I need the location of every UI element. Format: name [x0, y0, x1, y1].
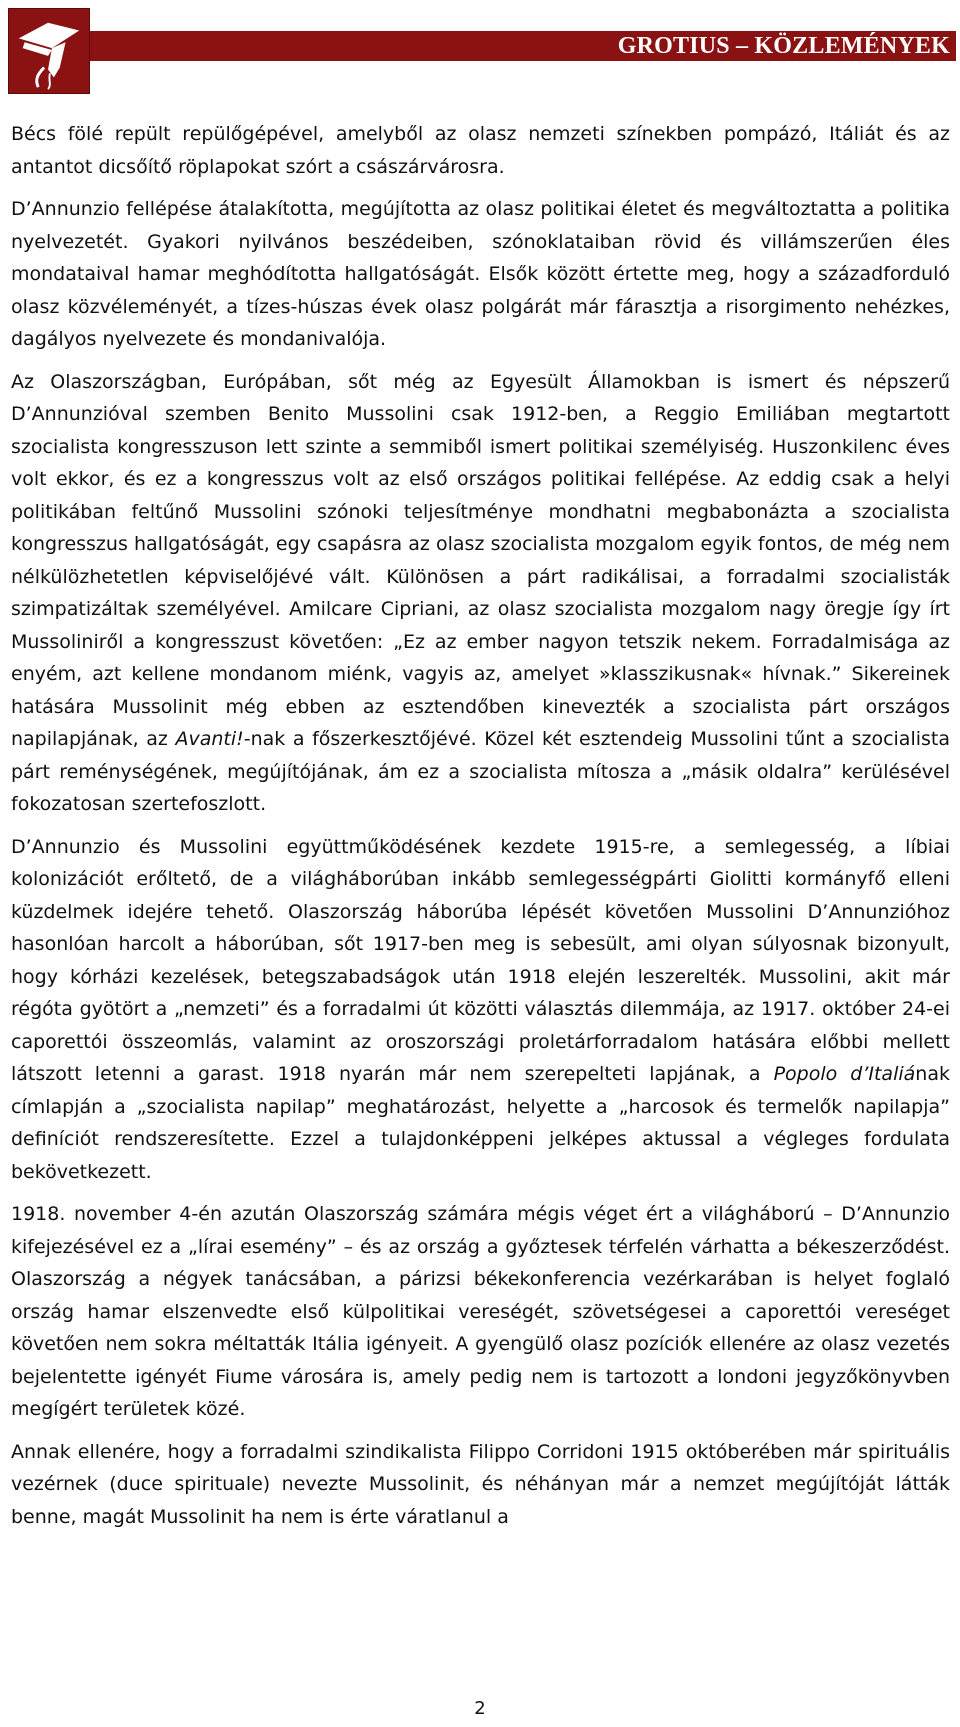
avanti-title: Avanti!: [175, 728, 244, 750]
paragraph-4-part-2: nak címlapján a „szocialista napilap” meghatározást, helyette a „harcosok és termelők napilapja” definíciót rendszeresítette. Ezzel a tulajdonképpeni jelképes aktussal a végleges fordulata bekövetkezett.: [11, 1063, 950, 1183]
paragraph-6: Annak ellenére, hogy a forradalmi szindikalista Filippo Corridoni 1915 októberében már spirituális vezérnek (duce spirituale) nevezte Mussolinit, és néhányan már a nemzet megújítóját látták benne, magát Mussolinit ha nem is érte váratlanul a: [11, 1440, 950, 1528]
article-body: [11, 118, 950, 1543]
logo-graphic: [9, 9, 89, 93]
paragraph-4-part-1: D’Annunzio és Mussolini együttműködésének kezdete 1915-re, a semlegesség, a líbiai kolonizációt erőltető, de a világháborúban inkább semlegességpárti Giolitti kormányfő elleni küzdelmek idejére tehető. Olaszország háborúba lépését követően Mussolini D’Annunzióhoz hasonlóan harcolt a háborúban, sőt 1917-ben meg is sebesült, ami olyan súlyosnak bizonyult, hogy kórházi kezelések, betegszabadságok után 1918 elején leszerelték. Mussolini, akit már régóta gyötört a „nemzeti” és a forradalmi út közötti választás dilemmája, az 1917. október 24-ei caporettói összeomlás, valamint az oroszországi proletárforradalom hatására előbbi mellett látszott letenni a garast. 1918 nyarán már nem szerepelteti lapjának, a: [11, 835, 950, 1085]
page-number: 2: [474, 1698, 486, 1719]
paragraph-3: [11, 366, 950, 821]
paragraph-4: [11, 831, 950, 1189]
paragraph-3-part-2: -nak a főszerkesztőjévé. Közel két esztendeig Mussolini tűnt a szocialista párt reménységének, megújítójának, ám ez a szocialista mítosza a „másik oldalra” kerülésével fokozatosan szertefoszlott.: [11, 728, 950, 815]
popolo-title: Popolo d’Italiá: [773, 1063, 916, 1085]
grotius-logo-icon: [8, 8, 90, 94]
paragraph-2: D’Annunzio fellépése átalakította, megújította az olasz politikai életet és megváltoztatta a politika nyelvezetét. Gyakori nyilvános beszédeiben, szónoklataiban rövid és villámszerűen éles mondataival hamar meghódította hallgatóságát. Elsők között értette meg, hogy a századforduló olasz közvéleményét, a tízes-húszas évek olasz polgárát már fárasztja a risorgimento nehézkes, dagályos nyelvezete és mondanivalója.: [11, 198, 950, 350]
header-bar: [90, 31, 956, 61]
paragraph-1: Bécs fölé repült repülőgépével, amelyből az olasz nemzeti színekben pompázó, Itáliát és az antantot dicsőítő röplapokat szórt a császárvárosra.: [11, 123, 950, 178]
paragraph-3-part-1: Az Olaszországban, Európában, sőt még az Egyesült Államokban is ismert és népszerű D’Annunzióval szemben Benito Mussolini csak 1912-ben, a Reggio Emiliában megtartott szocialista kongresszuson lett szinte a semmiből ismert politikai személyiség. Huszonkilenc éves volt ekkor, és ez a kongresszus volt az első országos politikai fellépése. Az eddig csak a helyi politikában feltűnő Mussolini szónoki teljesítménye mondhatni megbabonázta a szocialista kongresszus hallgatóságát, egy csapásra az olasz szocialista mozgalom egyik fontos, de még nem nélkülözhetetlen képviselőjévé vált. Különösen a párt radikálisai, a forradalmi szocialisták szimpatizáltak személyével. Amilcare Cipriani, az olasz szocialista mozgalom nagy öregje így írt Mussoliniről a kongresszust követően: „Ez az ember nagyon tetszik nekem. Forradalmisága az enyém, azt kellene mondanom miénk, vagyis az, amelyet »klasszikusnak« hívnak.” Sikereinek hatására Mussolinit még ebben az esztendőben kinevezték a szocialista párt országos napilapjának, az: [11, 370, 950, 750]
paragraph-5: 1918. november 4-én azután Olaszország számára mégis véget ért a világháború – D’Annunzio kifejezésével ez a „lírai esemény” – és az ország a győztesek térfelén várhatta a békeszerződést. Olaszország a négyek tanácsában, a párizsi békekonferencia vezérkarában is helyet foglaló ország hamar elszenvedte első külpolitikai vereségét, szövetségesei a caporettói vereséget követően nem sokra méltatták Itália igényeit. A gyengülő olasz pozíciók ellenére az olasz vezetés bejelentette igényét Fiume városára is, amely pedig nem is tartozott a londoni jegyzőkönyvben megígért területek közé.: [11, 1203, 950, 1420]
journal-title: GROTIUS – KÖZLEMÉNYEK: [617, 33, 950, 59]
